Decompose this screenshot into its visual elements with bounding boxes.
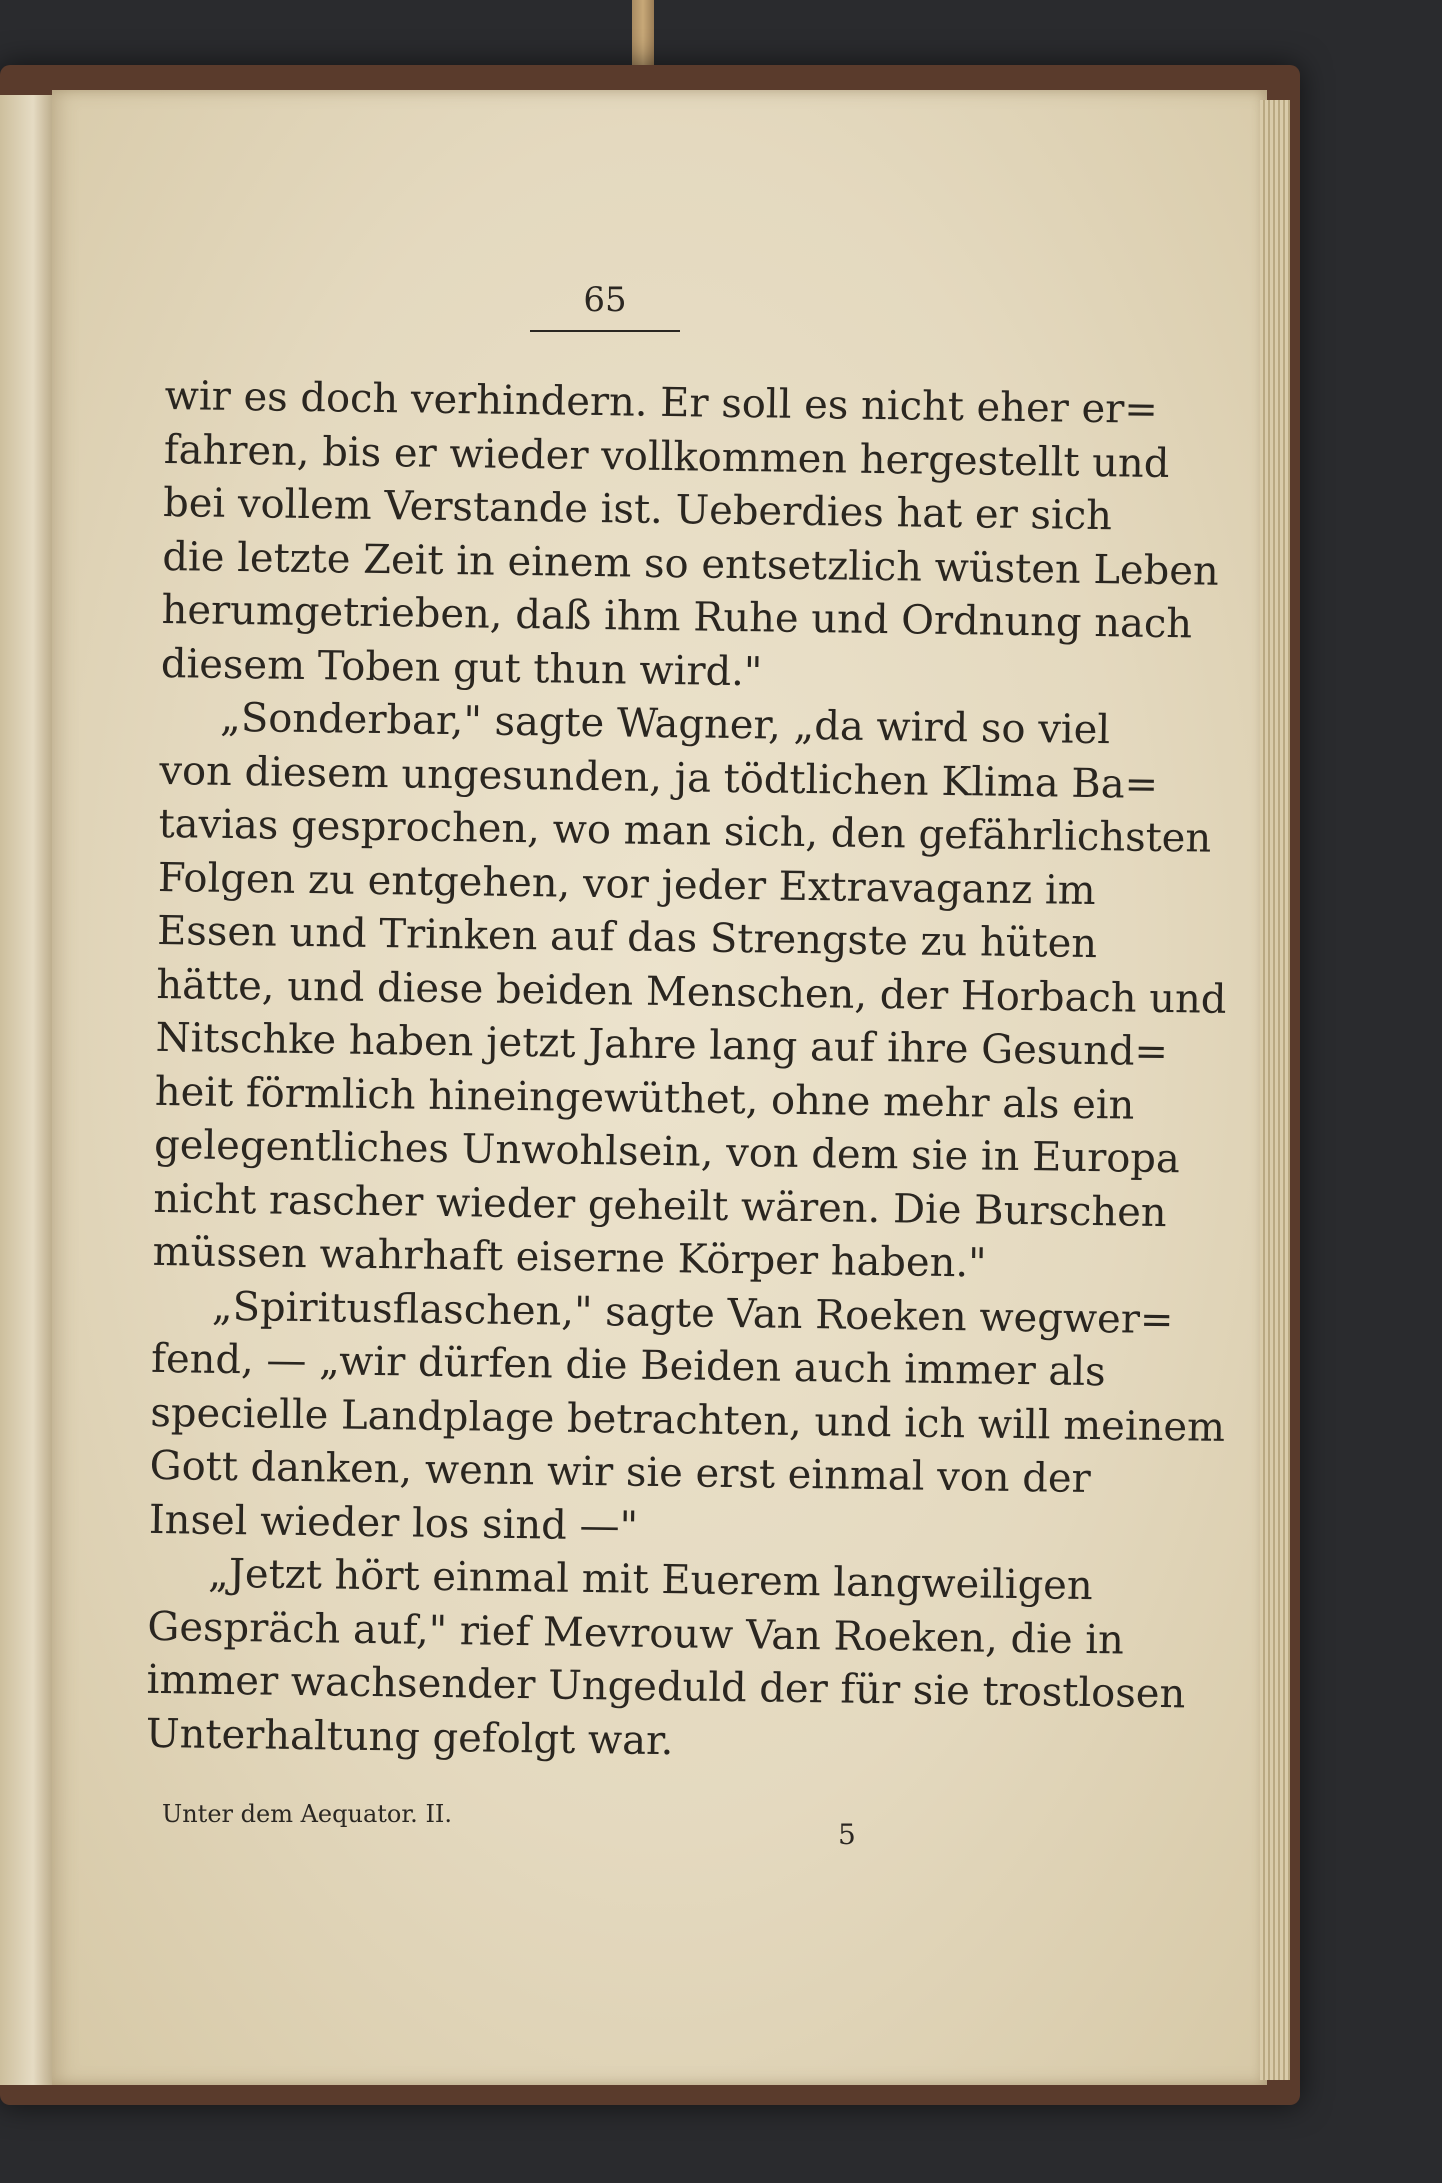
- page-block-edge: [1260, 100, 1290, 2080]
- paragraph: [152, 691, 1227, 1292]
- paragraph: [145, 1547, 1186, 1773]
- text-line: Unterhaltung gefolgt war.: [145, 1710, 674, 1764]
- text-line: nicht rascher wieder geheilt wären. Die Burschen: [153, 1175, 1167, 1236]
- text-line: gelegentliches Unwohlsein, von dem sie in Europa: [153, 1121, 1181, 1183]
- paragraph: [160, 370, 1220, 703]
- text-line: heit förmlich hineingewüthet, ohne mehr als ein: [154, 1068, 1135, 1129]
- running-footer-title: Unter dem Aequator. II.: [162, 1800, 453, 1828]
- text-line: müssen wahrhaft eiserne Körper haben.": [152, 1228, 987, 1287]
- text-line: hätte, und diese beiden Menschen, der Horbach und: [156, 961, 1227, 1023]
- text-line: „Jetzt hört einmal mit Euerem langweiligen: [207, 1550, 1093, 1610]
- text-line: diesem Toben gut thun wird.": [160, 640, 763, 695]
- text-line: Folgen zu entgehen, vor jeder Extravaganz im: [157, 854, 1096, 914]
- left-page-edge: [0, 95, 55, 2085]
- text-line: Gott danken, wenn wir sie erst einmal von der: [149, 1442, 1092, 1503]
- text-line: Gespräch auf," rief Mevrouw Van Roeken, die in: [147, 1603, 1125, 1664]
- text-line: „Sonderbar," sagte Wagner, „da wird so viel: [219, 694, 1111, 754]
- text-line: Nitschke haben jetzt Jahre lang auf ihre Gesund=: [155, 1014, 1169, 1076]
- text-line: Insel wieder los sind —": [148, 1496, 639, 1550]
- text-line: specielle Landplage betrachten, und ich will meinem: [150, 1389, 1226, 1451]
- header-rule: [530, 330, 680, 332]
- text-line: Essen und Trinken auf das Strengste zu hüten: [156, 907, 1098, 968]
- body-text: [145, 370, 1227, 1773]
- text-line: von diesem ungesunden, ja tödtlichen Klima Ba=: [159, 747, 1159, 808]
- text-line: herumgetrieben, daß ihm Ruhe und Ordnung nach: [161, 586, 1193, 648]
- signature-mark: 5: [838, 1818, 856, 1851]
- text-line: die letzte Zeit in einem so entsetzlich wüsten Leben: [162, 533, 1220, 595]
- text-line: immer wachsender Ungeduld der für sie trostlosen: [146, 1656, 1186, 1718]
- text-line: fahren, bis er wieder vollkommen hergestellt und: [163, 426, 1170, 487]
- text-line: tavias gesprochen, wo man sich, den gefährlichsten: [158, 800, 1212, 862]
- text-line: wir es doch verhindern. Er soll es nicht eher er=: [164, 372, 1159, 433]
- text-line: „Spiritusflaschen," sagte Van Roeken wegwer=: [211, 1283, 1174, 1343]
- paragraph: [148, 1279, 1226, 1559]
- text-line: bei vollem Verstande ist. Ueberdies hat er sich: [162, 479, 1113, 540]
- page-number: 65: [583, 280, 627, 320]
- text-line: fend, — „wir dürfen die Beiden auch immer als: [150, 1335, 1106, 1396]
